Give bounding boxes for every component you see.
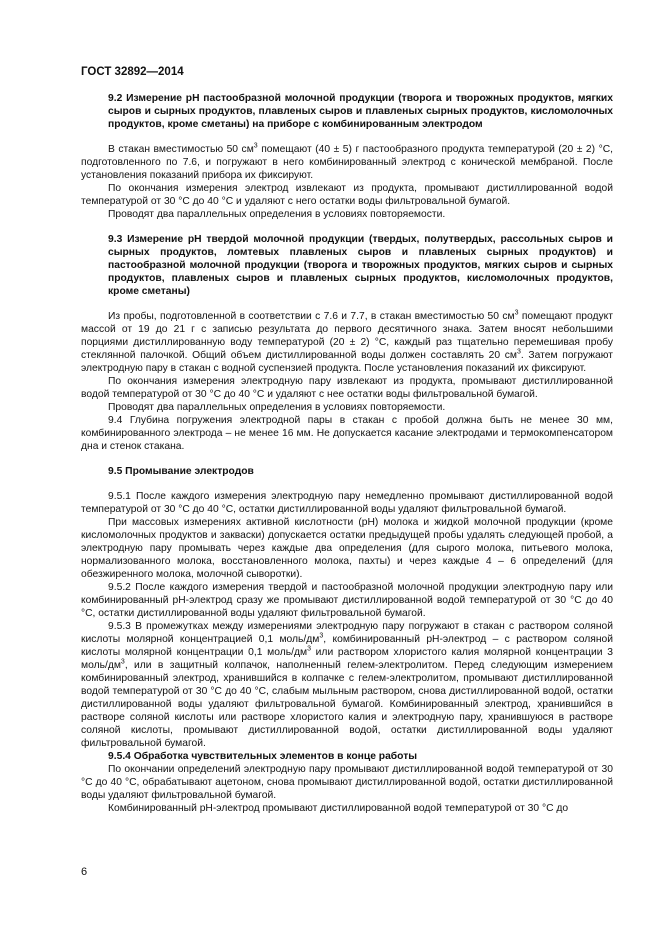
section-9-5-heading: 9.5 Промывание электродов [108, 466, 254, 477]
document-body [81, 92, 613, 815]
paragraph: 9.5.3 В промежутках между измерениями электродную пару погружают в стакан с раствором соляной кислоты молярной концентрацией 0,1 моль/$дм^3$, комбинированный pH-электрод – с раствором соляной кислоты молярной концентрации 0,1 моль/$дм^3$ или раствором хлористого калия молярной концентрации 3 моль/$дм^3$, или в защитный колпачок, наполненный гелем-электролитом. Перед следующим измерением комбинированный электрод, хранившийся в колпачке с гелем-электролитом, промывают дистиллированной водой температурой от 30 °С до 40 °С, слабым мыльным раствором, снова дистиллированной водой, остатки дистиллированной воды удаляют фильтровальной бумагой. Комбинированный электрод, хранившийся в растворе соляной кислоты или растворе хлористого калия и электродную пару, хранившуюся в растворе соляной кислоты, промывают дистиллированной водой, остатки дистиллированной воды удаляют фильтровальной бумагой. [81, 621, 613, 749]
section-9-2-heading: 9.2 Измерение pH пастообразной молочной продукции (творога и творожных продуктов, мягких сыров и сырных продуктов, плавленых сыров и плавленых сырных продуктов, кисломолочных продуктов, кроме сметаны) на приборе с комбинированным электродом [108, 93, 613, 130]
paragraph: Проводят два параллельных определения в условиях повторяемости. [108, 209, 446, 220]
section-9-3-heading: 9.3 Измерение pH твердой молочной продукции (твердых, полутвердых, рассольных сыров и сырных продуктов, ломтевых плавленых сыров и плавленых сырных продуктов) и пастообразной молочной продукции (творога и творожных продуктов, мягких сыров и сырных продуктов, плавленых сыров и плавленых сырных продуктов, кисломолочных продуктов, кроме сметаны) [108, 234, 613, 297]
paragraph: В стакан вместимостью 50 $см^3$ помещают (40 ± 5) г пастообразного продукта температурой (20 ± 2) °С, подготовленного по 7.6, и погружают в него комбинированный электрод с конической мембраной. После установления показаний прибора их фиксируют. [81, 142, 613, 181]
paragraph: По окончания измерения электрод извлекают из продукта, промывают дистиллированной водой температурой от 30 °С до 40 °С и удаляют с него остатки воды фильтровальной бумагой. [81, 183, 613, 207]
paragraph: 9.5.2 После каждого измерения твердой и пастообразной молочной продукции электродную пару или комбинированный pH-электрод сразу же промывают дистиллированной водой температурой от 30 °С до 40 °С, остатки дистиллированной воды удаляют фильтровальной бумагой. [81, 582, 613, 619]
paragraph: Проводят два параллельных определения в условиях повторяемости. [108, 402, 446, 413]
paragraph: 9.5.1 После каждого измерения электродную пару немедленно промывают дистиллированной водой температурой от 30 °С до 40 °С, остатки дистиллированной воды удаляют фильтровальной бумагой. [81, 491, 613, 515]
page-number: 6 [81, 866, 88, 878]
subsection-9-5-4-heading: 9.5.4 Обработка чувствительных элементов в конце работы [108, 751, 418, 762]
document-header: ГОСТ 32892—2014 [81, 66, 184, 78]
paragraph: При массовых измерениях активной кислотности (pH) молока и жидкой молочной продукции (кроме кисломолочных продуктов и закваски) допускается остатки предыдущей пробы удалять следующей пробой, а электродную пару промывать через каждые два определения (для сырого молока, питьевого молока, нормализованного молока, восстановленного молока, пахты) и через каждые 4 – 6 определений (для обезжиренного молока, молочной сыворотки). [81, 517, 613, 580]
paragraph: По окончания измерения электродную пару извлекают из продукта, промывают дистиллированной водой температурой от 30 °С до 40 °С и удаляют с нее остатки воды фильтровальной бумагой. [81, 376, 613, 400]
paragraph: Из пробы, подготовленной в соответствии с 7.6 и 7.7, в стакан вместимостью 50 $см^3$ помещают продукт массой от 19 до 21 г с записью результата до первого десятичного знака. Затем вносят небольшими порциями дистиллированную воду температурой (20 ± 2) °С, каждый раз тщательно перемешивая пробу стеклянной палочкой. Общий объем дистиллированной воды должен составлять 20 $см^3$. Затем погружают электродную пару в стакан с водной суспензией продукта. После установления показаний их фиксируют. [81, 309, 614, 374]
paragraph: По окончании определений электродную пару промывают дистиллированной водой температурой от 30 °С до 40 °С, обрабатывают ацетоном, снова промывают дистиллированной водой, остатки дистиллированной воды удаляют фильтровальной бумагой. [81, 764, 613, 801]
paragraph: 9.4 Глубина погружения электродной пары в стакан с пробой должна быть не менее 30 мм, комбинированного электрода – не менее 16 мм. Не допускается касание электродами и термокомпенсатором дна и стенок стакана. [81, 415, 613, 452]
paragraph: Комбинированный pH-электрод промывают дистиллированной водой температурой от 30 °С до [108, 803, 569, 814]
